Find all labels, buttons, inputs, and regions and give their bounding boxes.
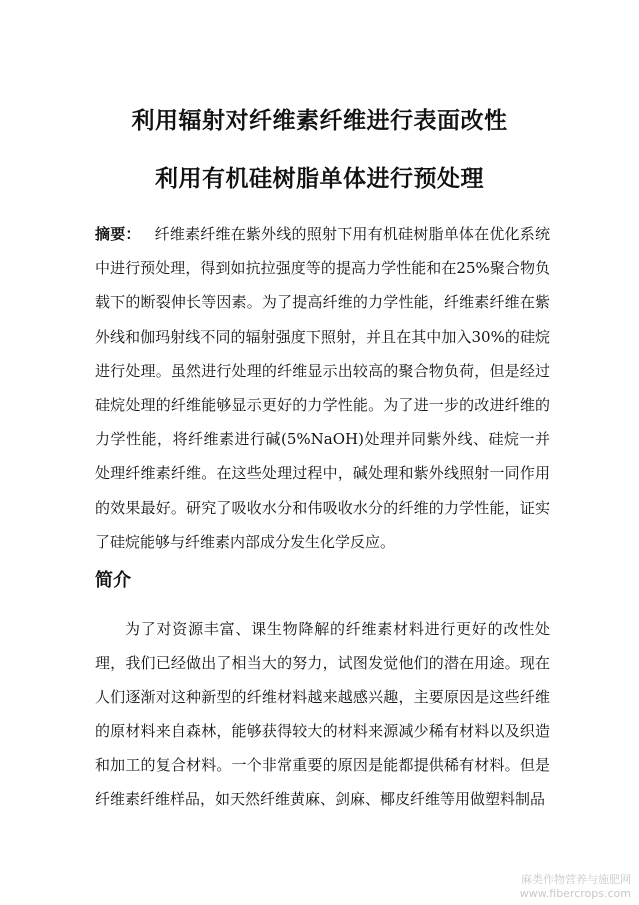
watermark-url: www.fibercrops.com bbox=[519, 887, 631, 900]
site-watermark bbox=[520, 873, 631, 901]
document-subtitle: 利用有机硅树脂单体进行预处理 bbox=[155, 165, 484, 192]
abstract-text: 纤维素纤维在紫外线的照射下用有机硅树脂单体在优化系统中进行预处理，得到如抗拉强度等的提高力学性能和在25%聚合物负载下的断裂伸长等因素。为了提高纤维的力学性能，纤维素纤维在紫外线和伽玛射线不同的辐射强度下照射，并且在其中加入30%的硅烷进行处理。虽然进行处理的纤维显示出较高的聚合物负荷，但是经过硅烷处理的纤维能够显示更好的力学性能。为了进一步的改进纤维的力学性能，将纤维素进行碱(5%NaOH)处理并同紫外线、硅烷一并处理纤维素纤维。在这些处理过程中，碱处理和紫外线照射一同作用的效果最好。研究了吸收水分和伟吸收水分的纤维的力学性能，证实了硅烷能够与纤维素内部成分发生化学反应。 bbox=[95, 225, 550, 551]
watermark-site-name: 麻类作物营养与施肥网 bbox=[521, 873, 631, 886]
abstract-label: 摘要： bbox=[95, 225, 141, 243]
intro-paragraph: 为了对资源丰富、课生物降解的纤维素材料进行更好的改性处理，我们已经做出了相当大的努力，试图发觉他们的潜在用途。现在人们逐渐对这种新型的纤维材料越来越感兴趣，主要原因是这些纤维的原材料来自森林，能够获得较大的材料来源减少稀有材料以及织造和加工的复合材料。一个非常重要的原因是能都提供稀有材料。但是纤维素纤维样品，如天然纤维黄麻、剑麻、椰皮纤维等用做塑料制品 bbox=[95, 620, 550, 808]
document-title: 利用辐射对纤维素纤维进行表面改性 bbox=[131, 107, 508, 134]
abstract-paragraph bbox=[95, 217, 550, 559]
intro-heading: 简介 bbox=[95, 570, 131, 591]
